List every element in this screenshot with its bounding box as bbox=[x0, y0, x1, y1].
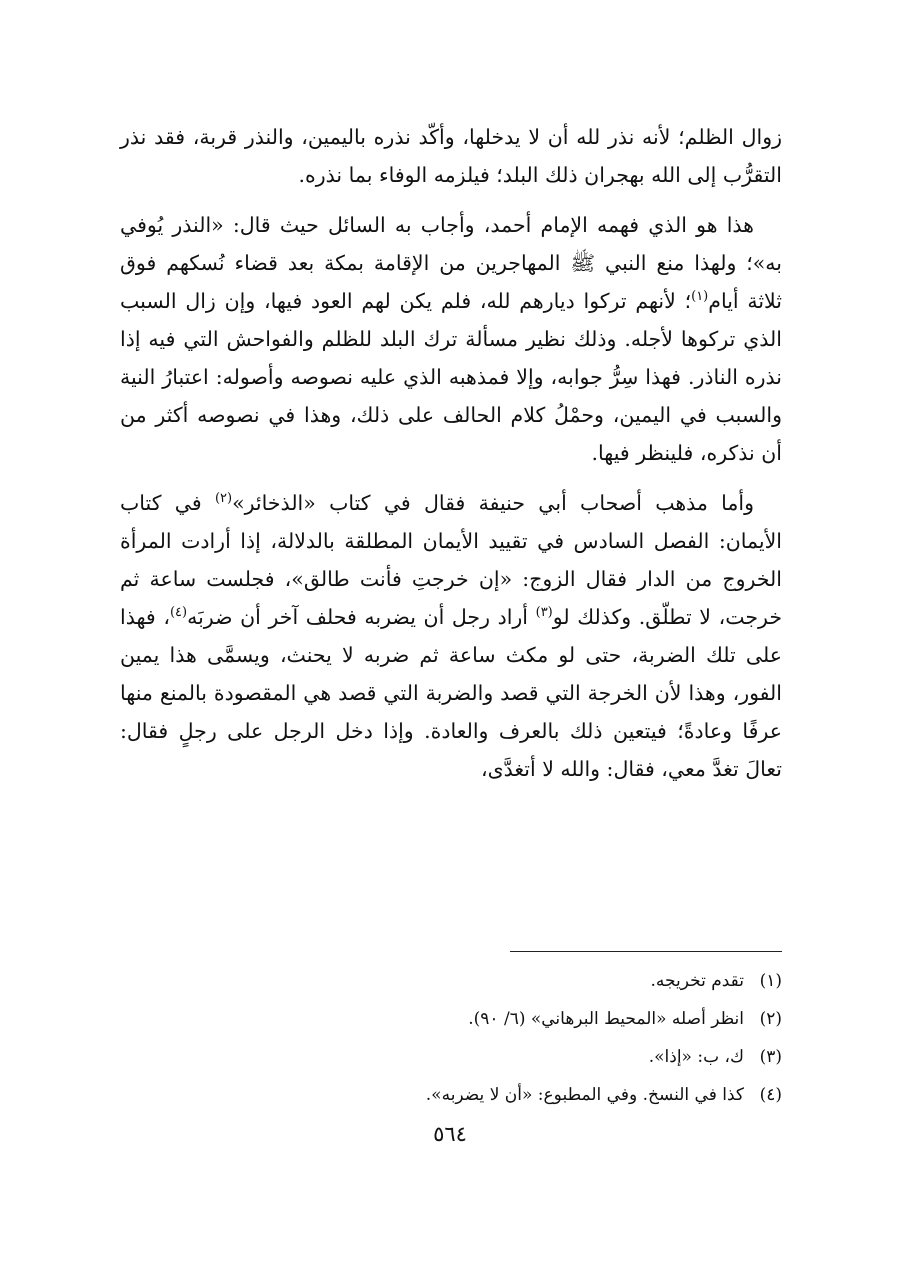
footnote-number: (١) bbox=[759, 971, 782, 991]
footnote-number: (٣) bbox=[759, 1047, 782, 1067]
paragraph-text: في كتاب الأيمان: الفصل السادس في تقييد الأيمان المطلقة بالدلالة، إذا أرادت المرأة الخروج من الدار فقال الزوج: «إن خرجتِ فأنت طالق»، فجلست ساعة ثم خرجت، لا تطلّق. وكذلك لو bbox=[120, 491, 782, 629]
footnote-separator bbox=[510, 951, 782, 952]
footnote-text: كذا في النسخ. وفي المطبوع: «أن لا يضربه». bbox=[425, 1085, 744, 1105]
footnote-reference: (٤) bbox=[169, 605, 188, 621]
paragraph-text: ، فهذا على تلك الضربة، حتى لو مكث ساعة ثم ضربه لا يحنث، ويسمَّى هذا يمين الفور، وهذا لأن الخرجة التي قصد والضربة التي قصد هي المقصودة بالمنع منها عرفًا وعادةً؛ فيتعين ذلك بالعرف والعادة. وإذا دخل الرجل على رجلٍ فقال: تعالَ تغدَّ معي، فقال: والله لا أتغدَّى، bbox=[120, 605, 782, 781]
footnote bbox=[300, 1076, 782, 1114]
footnotes bbox=[300, 962, 782, 1114]
paragraph bbox=[120, 206, 782, 472]
paragraph-text: زوال الظلم؛ لأنه نذر لله أن لا يدخلها، وأكّد نذره باليمين، والنذر قربة، فقد نذر التقرُّب إلى الله بهجران ذلك البلد؛ فيلزمه الوفاء بما نذره. bbox=[120, 125, 782, 187]
footnote-text: انظر أصله «المحيط البرهاني» (٦/ ٩٠). bbox=[468, 1009, 744, 1029]
page-number: ٥٦٤ bbox=[433, 1122, 467, 1146]
footnote-text: ك، ب: «إذا». bbox=[648, 1047, 744, 1067]
paragraph-text: هذا هو الذي فهمه الإمام أحمد، وأجاب به السائل حيث قال: «النذر يُوفي به»؛ ولهذا منع النبي ﷺ المهاجرين من الإقامة بمكة بعد قضاء نُسكهم فوق ثلاثة أيام bbox=[120, 213, 782, 313]
paragraph-text: ؛ لأنهم تركوا ديارهم لله، فلم يكن لهم العود فيها، وإن زال السبب الذي تركوها لأجله. وذلك نظير مسألة ترك البلد للظلم والفواحش التي فيه إذا نذره الناذر. فهذا سِرُّ جوابه، وإلا فمذهبه الذي عليه نصوصه وأصوله: اعتبارُ النية والسبب في اليمين، وحمْلُ كلام الحالف على ذلك، وهذا في نصوصه أكثر من أن نذكره، فلينظر فيها. bbox=[120, 289, 782, 465]
footnote bbox=[300, 962, 782, 1000]
footnote-reference: (٢) bbox=[214, 491, 233, 507]
footnote bbox=[300, 1038, 782, 1076]
paragraph bbox=[120, 484, 782, 788]
main-text bbox=[120, 118, 782, 800]
paragraph-text: وأما مذهب أصحاب أبي حنيفة فقال في كتاب «الذخائر» bbox=[232, 491, 754, 515]
footnote bbox=[300, 1000, 782, 1038]
footnote-reference: (١) bbox=[691, 289, 709, 305]
paragraph bbox=[120, 118, 782, 194]
footnote-number: (٢) bbox=[759, 1009, 782, 1029]
footnote-text: تقدم تخريجه. bbox=[650, 971, 744, 991]
paragraph-text: أراد رجل أن يضربه فحلف آخر أن ضربَه bbox=[187, 605, 536, 629]
footnote-reference: (٣) bbox=[535, 605, 553, 621]
footnote-number: (٤) bbox=[759, 1085, 782, 1105]
